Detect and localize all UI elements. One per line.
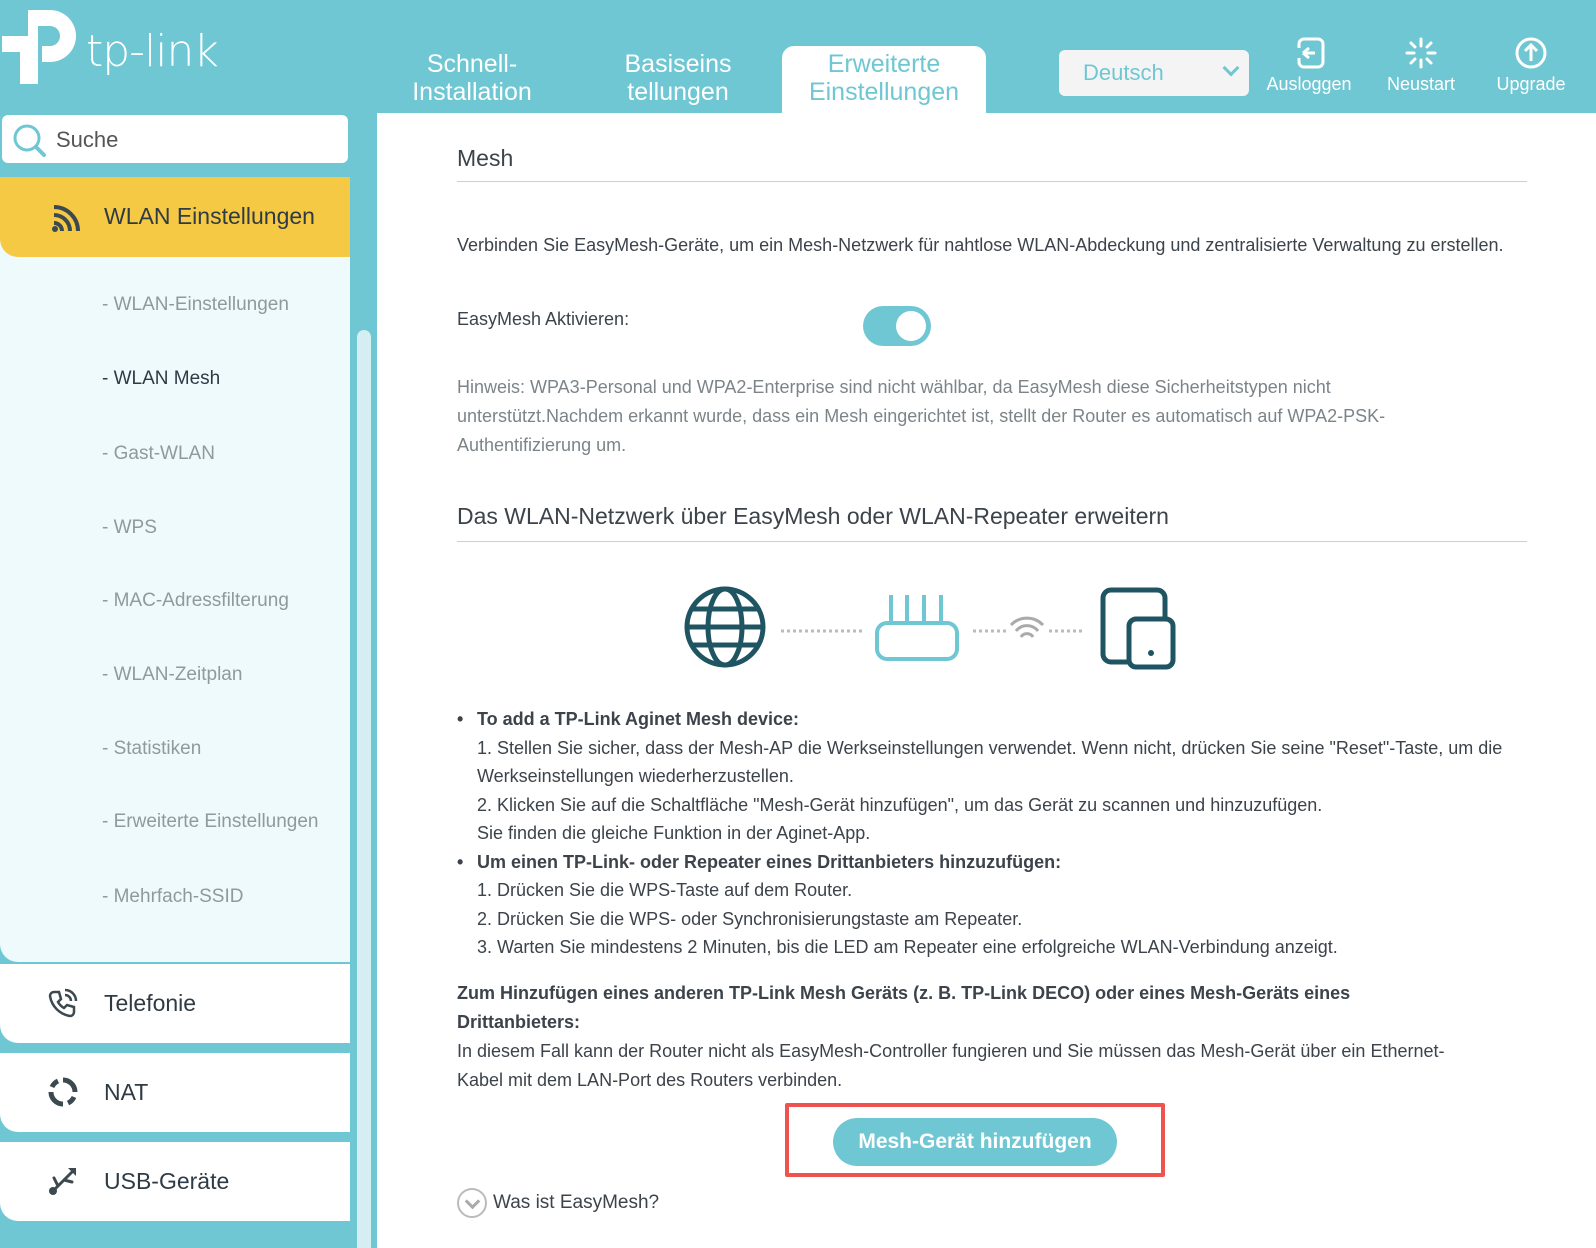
tab-schnell-installation[interactable] — [370, 46, 574, 113]
tab-label-line2: Einstellungen — [808, 78, 960, 106]
devices-icon — [1103, 590, 1173, 667]
reboot-button[interactable] — [1366, 36, 1476, 95]
sidebar-item-label: Telefonie — [104, 990, 197, 1016]
tab-basiseinstellungen[interactable] — [576, 46, 780, 113]
language-select[interactable] — [1059, 50, 1249, 96]
sidebar-item-label: USB-Geräte — [104, 1168, 230, 1194]
other-mesh-block — [457, 979, 1457, 1095]
sidebar-subitem-wlan-zeitplan[interactable]: - WLAN-Zeitplan — [102, 664, 243, 685]
tp-link-logo-icon — [0, 4, 84, 88]
upgrade-icon — [1514, 36, 1548, 70]
sidebar-item-label: WLAN Einstellungen — [104, 203, 315, 229]
logout-button[interactable] — [1254, 36, 1364, 95]
logout-icon — [1292, 36, 1326, 70]
search-placeholder: Suche — [56, 127, 119, 152]
easymesh-label: EasyMesh Aktivieren: — [457, 309, 630, 329]
easymesh-toggle[interactable] — [863, 306, 931, 346]
tp-link-logo — [0, 4, 220, 84]
security-note: Hinweis: WPA3-Personal und WPA2-Enterprise sind nicht wählbar, da EasyMesh diese Sicherheitstypen nicht unterstützt.Nachdem erkannt wurde, dass ein Mesh eingerichtet ist, stellt der Router es automatisch auf WPA2-PSK-Authentifizierung um. — [457, 377, 1386, 455]
section-divider — [457, 541, 1527, 542]
mesh-description: Verbinden Sie EasyMesh-Geräte, um ein Mesh-Netzwerk für nahtlose WLAN-Abdeckung und zentralisierte Verwaltung zu erstellen. — [457, 235, 1504, 255]
sidebar-subitem-gast-wlan[interactable]: - Gast-WLAN — [102, 443, 215, 464]
sidebar-subitem-wlan-mesh[interactable]: - WLAN Mesh — [102, 368, 221, 389]
highlight-frame — [785, 1103, 1165, 1177]
aginet-heading: • To add a TP-Link Aginet Mesh device: — [457, 705, 1537, 734]
mesh-section-title: Mesh — [457, 145, 514, 171]
expand-chevron-icon — [457, 1188, 487, 1218]
aginet-step-2: 2. Klicken Sie auf die Schaltfläche "Mesh-Gerät hinzufügen", um das Gerät zu scannen und hinzuzufügen. — [477, 794, 1323, 815]
sidebar-subitem-wlan-einstellungen[interactable]: - WLAN-Einstellungen — [102, 294, 289, 315]
repeater-heading: • Um einen TP-Link- oder Repeater eines Drittanbieters hinzuzufügen: — [457, 848, 1537, 877]
sidebar-item-usb-geraete[interactable] — [0, 1142, 350, 1221]
main-content — [377, 113, 1596, 1248]
mesh-diagram — [677, 583, 1197, 673]
repeater-step-3: 3. Warten Sie mindestens 2 Minuten, bis die LED am Repeater eine erfolgreiche WLAN-Verbindung anzeigt. — [477, 937, 1338, 957]
upgrade-button[interactable] — [1476, 36, 1586, 95]
logo-text: tp-link — [86, 26, 218, 77]
faq-what-is-easymesh[interactable] — [457, 1188, 659, 1218]
faq-label: Was ist EasyMesh? — [493, 1192, 660, 1214]
repeater-step-2: 2. Drücken Sie die WPS- oder Synchronisierungstaste am Repeater. — [477, 908, 1023, 929]
sidebar-subitem-mac-filter[interactable]: - MAC-Adressfilterung — [102, 590, 289, 611]
section-divider — [457, 181, 1527, 182]
logout-label: Ausloggen — [1266, 74, 1352, 94]
sidebar-item-wlan-einstellungen[interactable] — [0, 177, 350, 257]
tab-label-line1: Schnell- — [426, 50, 518, 78]
other-mesh-heading: Zum Hinzufügen eines anderen TP-Link Mesh Geräts (z. B. TP-Link DECO) oder eines Mesh-Geräts eines Drittanbieters: — [457, 983, 1351, 1032]
toggle-knob — [896, 311, 926, 341]
search-input[interactable] — [2, 115, 348, 163]
phone-icon — [46, 986, 80, 1020]
reboot-icon — [1404, 36, 1438, 70]
search-icon — [10, 121, 50, 161]
aginet-step-2b: Sie finden die gleiche Funktion in der Aginet-App. — [477, 823, 871, 843]
globe-icon — [687, 589, 763, 665]
sidebar-subitem-statistiken[interactable]: - Statistiken — [102, 738, 202, 759]
sidebar-subitem-erweiterte-einstellungen[interactable]: - Erweiterte Einstellungen — [102, 811, 319, 832]
tab-label-line1: Erweiterte — [827, 50, 941, 78]
instructions-list — [457, 705, 1537, 962]
add-mesh-device-button[interactable]: Mesh-Gerät hinzufügen — [833, 1118, 1117, 1166]
nat-icon — [46, 1075, 80, 1109]
aginet-step-1: 1. Stellen Sie sicher, dass der Mesh-AP die Werkseinstellungen verwendet. Wenn nicht, drücken Sie seine "Reset"-Taste, um die Werkseinstellungen wiederherzustellen. — [477, 737, 1503, 786]
wifi-signal-icon — [1011, 618, 1043, 637]
reboot-label: Neustart — [1386, 74, 1456, 94]
sidebar-item-label: NAT — [104, 1079, 149, 1105]
upgrade-label: Upgrade — [1496, 74, 1566, 94]
wifi-icon — [50, 201, 82, 233]
language-value: Deutsch — [1083, 60, 1164, 85]
tab-label-line2: Installation — [412, 78, 532, 106]
sidebar-subitem-mehrfach-ssid[interactable]: - Mehrfach-SSID — [102, 886, 244, 907]
sidebar-item-nat[interactable] — [0, 1053, 350, 1132]
repeater-step-1: 1. Drücken Sie die WPS-Taste auf dem Router. — [477, 880, 853, 900]
sidebar-scrollbar[interactable] — [357, 330, 371, 1248]
usb-icon — [46, 1164, 80, 1198]
sidebar-item-telefonie[interactable] — [0, 964, 350, 1043]
tab-label-line2: tellungen — [627, 78, 729, 106]
extend-section-title: Das WLAN-Netzwerk über EasyMesh oder WLAN-Repeater erweitern — [457, 503, 1169, 529]
tab-label-line1: Basiseins — [624, 50, 732, 78]
router-icon — [877, 595, 957, 659]
sidebar-subitem-wps[interactable]: - WPS — [102, 517, 157, 538]
tab-erweiterte-einstellungen[interactable] — [782, 46, 986, 113]
other-mesh-text: In diesem Fall kann der Router nicht als EasyMesh-Controller fungieren und Sie müssen das Mesh-Gerät über ein Ethernet-Kabel mit dem LAN-Port des Routers verbinden. — [457, 1041, 1445, 1090]
chevron-down-icon — [1223, 60, 1240, 77]
top-header — [0, 0, 1596, 113]
